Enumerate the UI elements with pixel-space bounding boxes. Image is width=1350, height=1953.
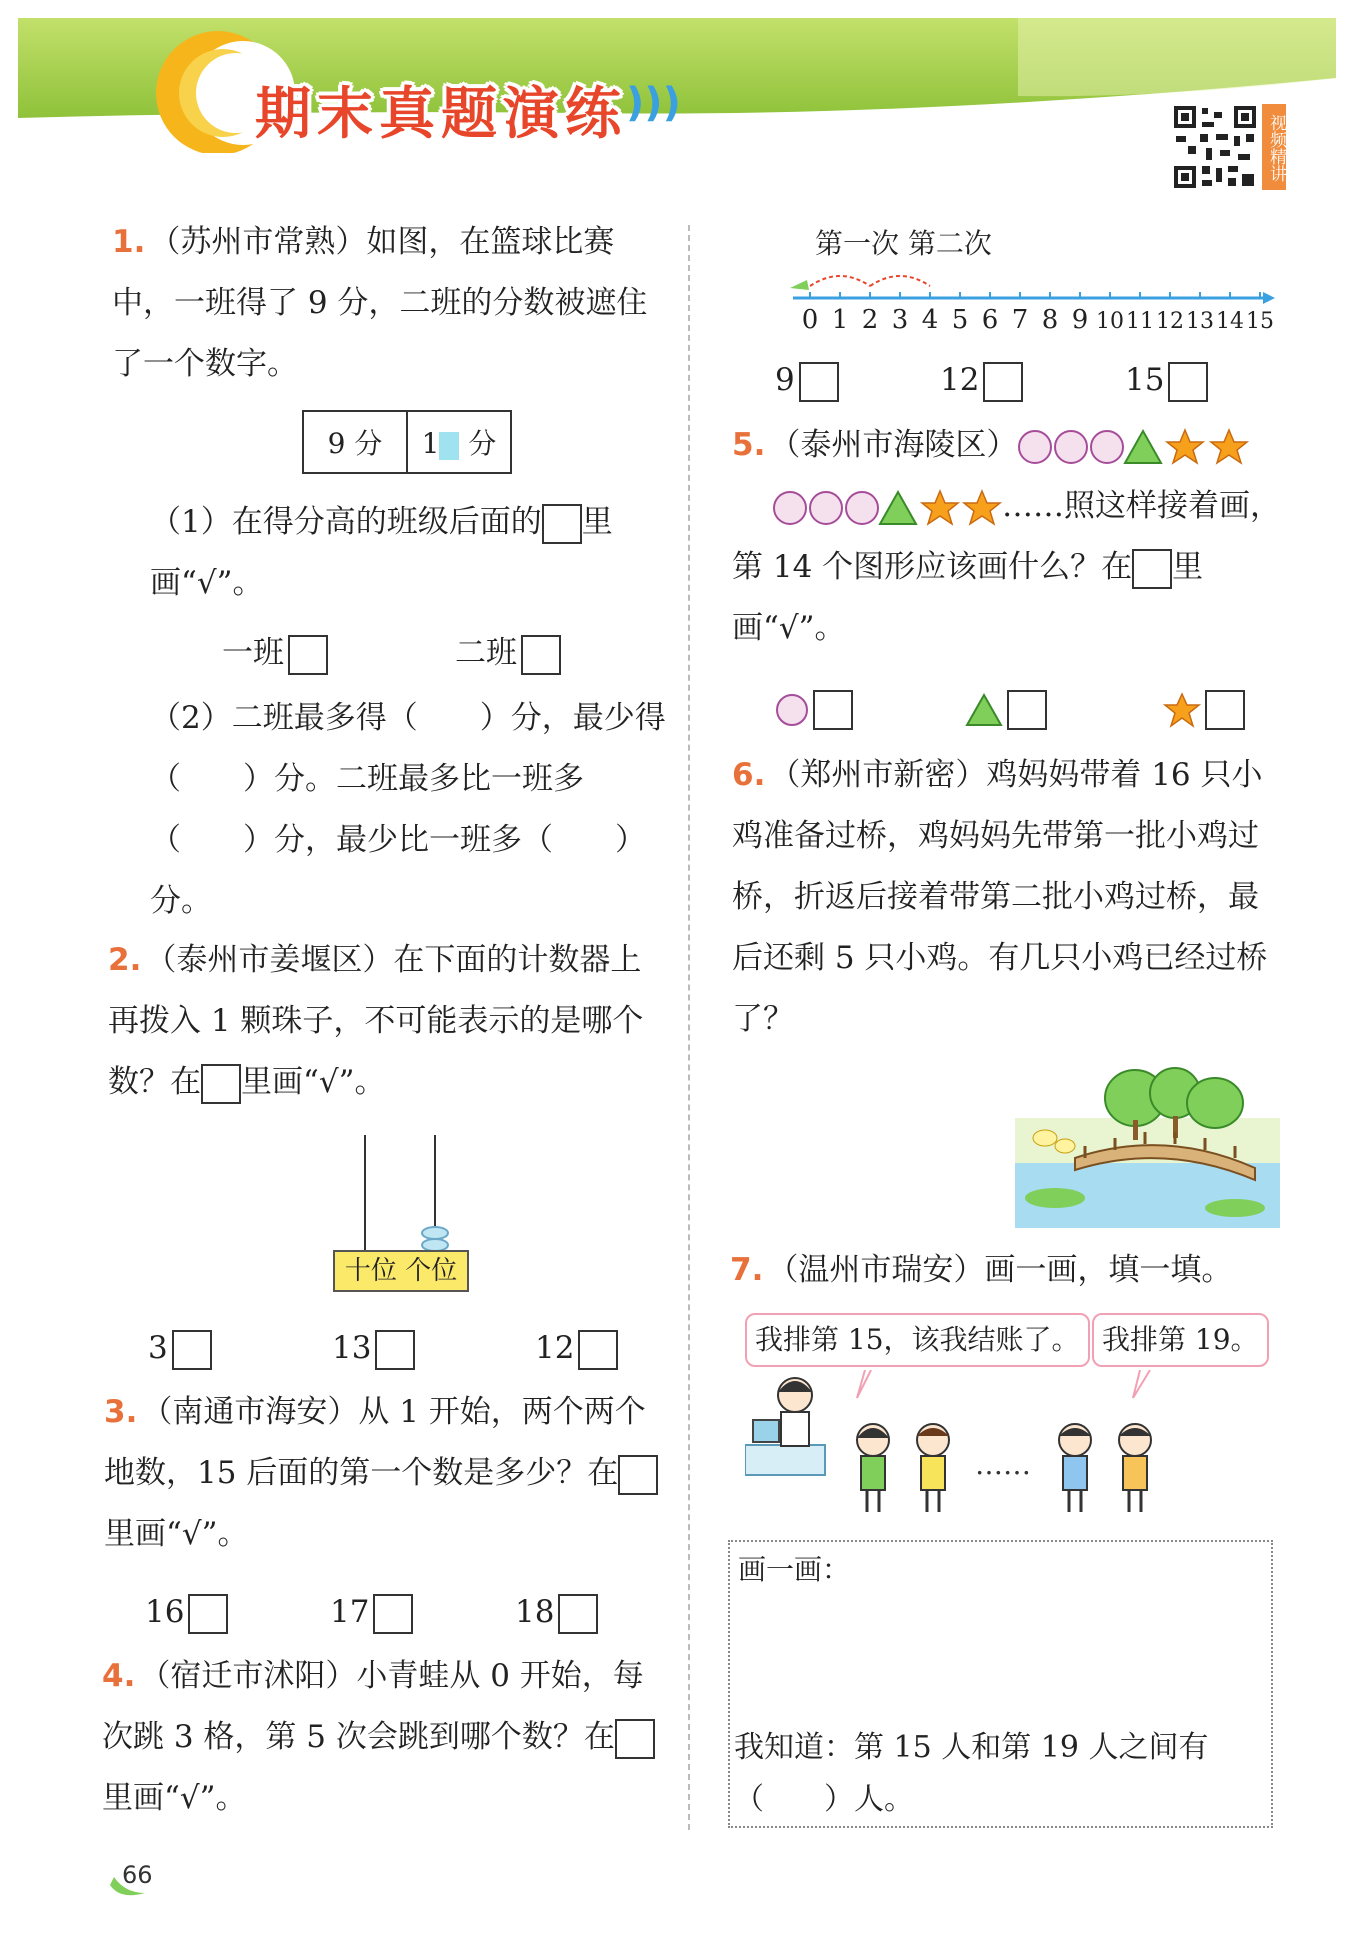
answer-box[interactable] (375, 1330, 415, 1370)
question-1 (112, 212, 662, 395)
answer-box[interactable] (1007, 690, 1047, 730)
header-banner (18, 18, 1336, 153)
tick-label: 7 (1011, 305, 1029, 335)
answer-box[interactable] (1168, 362, 1208, 402)
option-16: 16 (145, 1592, 228, 1634)
tick-label: 1 (831, 305, 849, 335)
shape-pattern-icon (772, 488, 1002, 528)
circle-icon (775, 693, 809, 727)
answer-box[interactable] (188, 1594, 228, 1634)
answer-box[interactable] (983, 362, 1023, 402)
question-4: 4. （宿迁市沭阳）小青蛙从 0 开始，每次跳 3 格，第 5 次会跳到哪个数？在里画“√”。 (102, 1646, 662, 1829)
option-star (1163, 688, 1245, 730)
answer-box[interactable] (813, 690, 853, 730)
question-1-part-1: （1）在得分高的班级后面的 里画“√”。 (150, 504, 613, 601)
child-figure (1059, 1424, 1091, 1512)
option-3: 3 (148, 1328, 212, 1370)
frog-icon (790, 280, 809, 290)
option-12b: 12 (940, 360, 1023, 402)
tick-label: 11 (1126, 309, 1154, 334)
tick-label: 5 (951, 305, 969, 335)
option-class-2: 二班 (455, 633, 561, 675)
question-3: 3. （南通市海安）从 1 开始，两个两个地数，15 后面的第一个数是多少？在里画“√”。 (104, 1382, 664, 1565)
question-7: 7. （温州市瑞安）画一画，填一填。 (730, 1252, 1233, 1288)
answer-box[interactable] (618, 1455, 658, 1495)
answer-box[interactable] (578, 1330, 618, 1370)
tick-label: 4 (921, 305, 939, 335)
video-lecture-label: 视频精讲 (1262, 104, 1286, 190)
answer-box[interactable] (1132, 549, 1172, 589)
hidden-digit (439, 432, 459, 460)
score-table (302, 410, 512, 474)
answer-box[interactable] (615, 1719, 655, 1759)
answer-box[interactable] (521, 635, 561, 675)
tick-label: 12 (1156, 309, 1184, 334)
drawing-area[interactable] (728, 1540, 1273, 1828)
answer-box[interactable] (558, 1594, 598, 1634)
child-figure (917, 1424, 949, 1512)
tick-label: 3 (891, 305, 909, 335)
tick-label: 0 (801, 305, 819, 335)
tick-label: 8 (1041, 305, 1059, 335)
number-line (785, 250, 1275, 340)
page-title: 期末真题演练 (255, 82, 627, 147)
question-2: 2. （泰州市姜堰区）在下面的计数器上再拨入 1 颗珠子，不可能表示的是哪个数？在 里画“√”。 (108, 930, 668, 1113)
option-circle (775, 688, 853, 730)
option-17: 17 (330, 1592, 413, 1634)
shape-pattern-icon (1017, 427, 1257, 467)
column-divider (688, 225, 690, 1830)
question-5: 5. （泰州市海陵区） ……照这样接着画，第 14 个图形应该画什么？在 里画“√”。 (732, 427, 1281, 646)
answer-box[interactable] (799, 362, 839, 402)
speech-bubble-19: 我排第 19。 (1092, 1313, 1269, 1367)
bridge-scene-image (1015, 1058, 1280, 1228)
option-triangle (965, 688, 1047, 730)
star-icon (1163, 692, 1201, 728)
tick-label: 6 (981, 305, 999, 335)
child-figure (857, 1424, 889, 1512)
tick-label: 13 (1186, 309, 1214, 334)
qr-code-icon[interactable] (1172, 104, 1258, 190)
ellipsis-dots: …… (975, 1448, 1031, 1481)
draw-label: 画一画： (738, 1553, 851, 1586)
tick-label: 10 (1096, 309, 1124, 334)
speech-bubble-15: 我排第 15，该我结账了。 (745, 1313, 1090, 1367)
jump-labels: 第一次 第二次 (815, 227, 992, 260)
child-figure (1119, 1424, 1151, 1512)
queue-illustration (745, 1370, 1175, 1525)
question-1-part-2: （2）二班最多得（ ）分，最少得（ ）分。二班最多比一班多（ ）分，最少比一班多（ ）分。 (150, 700, 666, 919)
answer-box[interactable] (201, 1064, 241, 1104)
answer-box[interactable] (1205, 690, 1245, 730)
page-number: 66 (100, 1855, 160, 1900)
tick-label: 2 (861, 305, 879, 335)
svg-text:))): ))) (626, 80, 681, 126)
option-13: 13 (332, 1328, 415, 1370)
abacus-place-label: 十位 个位 (333, 1250, 469, 1292)
question-6: 6. （郑州市新密）鸡妈妈带着 16 只小鸡准备过桥，鸡妈妈先带第一批小鸡过桥，折返后接着带第二批小鸡过桥，最后还剩 5 只小鸡。有几只小鸡已经过桥了？ (732, 757, 1268, 1037)
answer-box[interactable] (542, 504, 582, 544)
class1-score: 9 分 (303, 411, 407, 473)
page-header (18, 18, 1336, 153)
tick-label: 14 (1216, 309, 1244, 334)
option-18: 18 (515, 1592, 598, 1634)
option-12: 12 (535, 1328, 618, 1370)
abacus-icon (330, 1135, 470, 1255)
option-9: 9 (775, 360, 839, 402)
answer-sentence: 我知道：第 15 人和第 19 人之间有 （ ）人。 (734, 1730, 1209, 1817)
option-15: 15 (1125, 360, 1208, 402)
answer-box[interactable] (172, 1330, 212, 1370)
tick-label: 15 (1246, 309, 1274, 334)
answer-box[interactable] (288, 635, 328, 675)
class2-score: 1 分 (407, 411, 511, 473)
triangle-icon (965, 693, 1003, 727)
answer-box[interactable] (373, 1594, 413, 1634)
tick-label: 9 (1071, 305, 1089, 335)
option-class-1: 一班 (222, 633, 328, 675)
question-number: 1. (112, 224, 146, 260)
question-text: （苏州市常熟）如图，在篮球比赛中，一班得了 9 分，二班的分数被遮住了一个数字。 (112, 224, 648, 382)
